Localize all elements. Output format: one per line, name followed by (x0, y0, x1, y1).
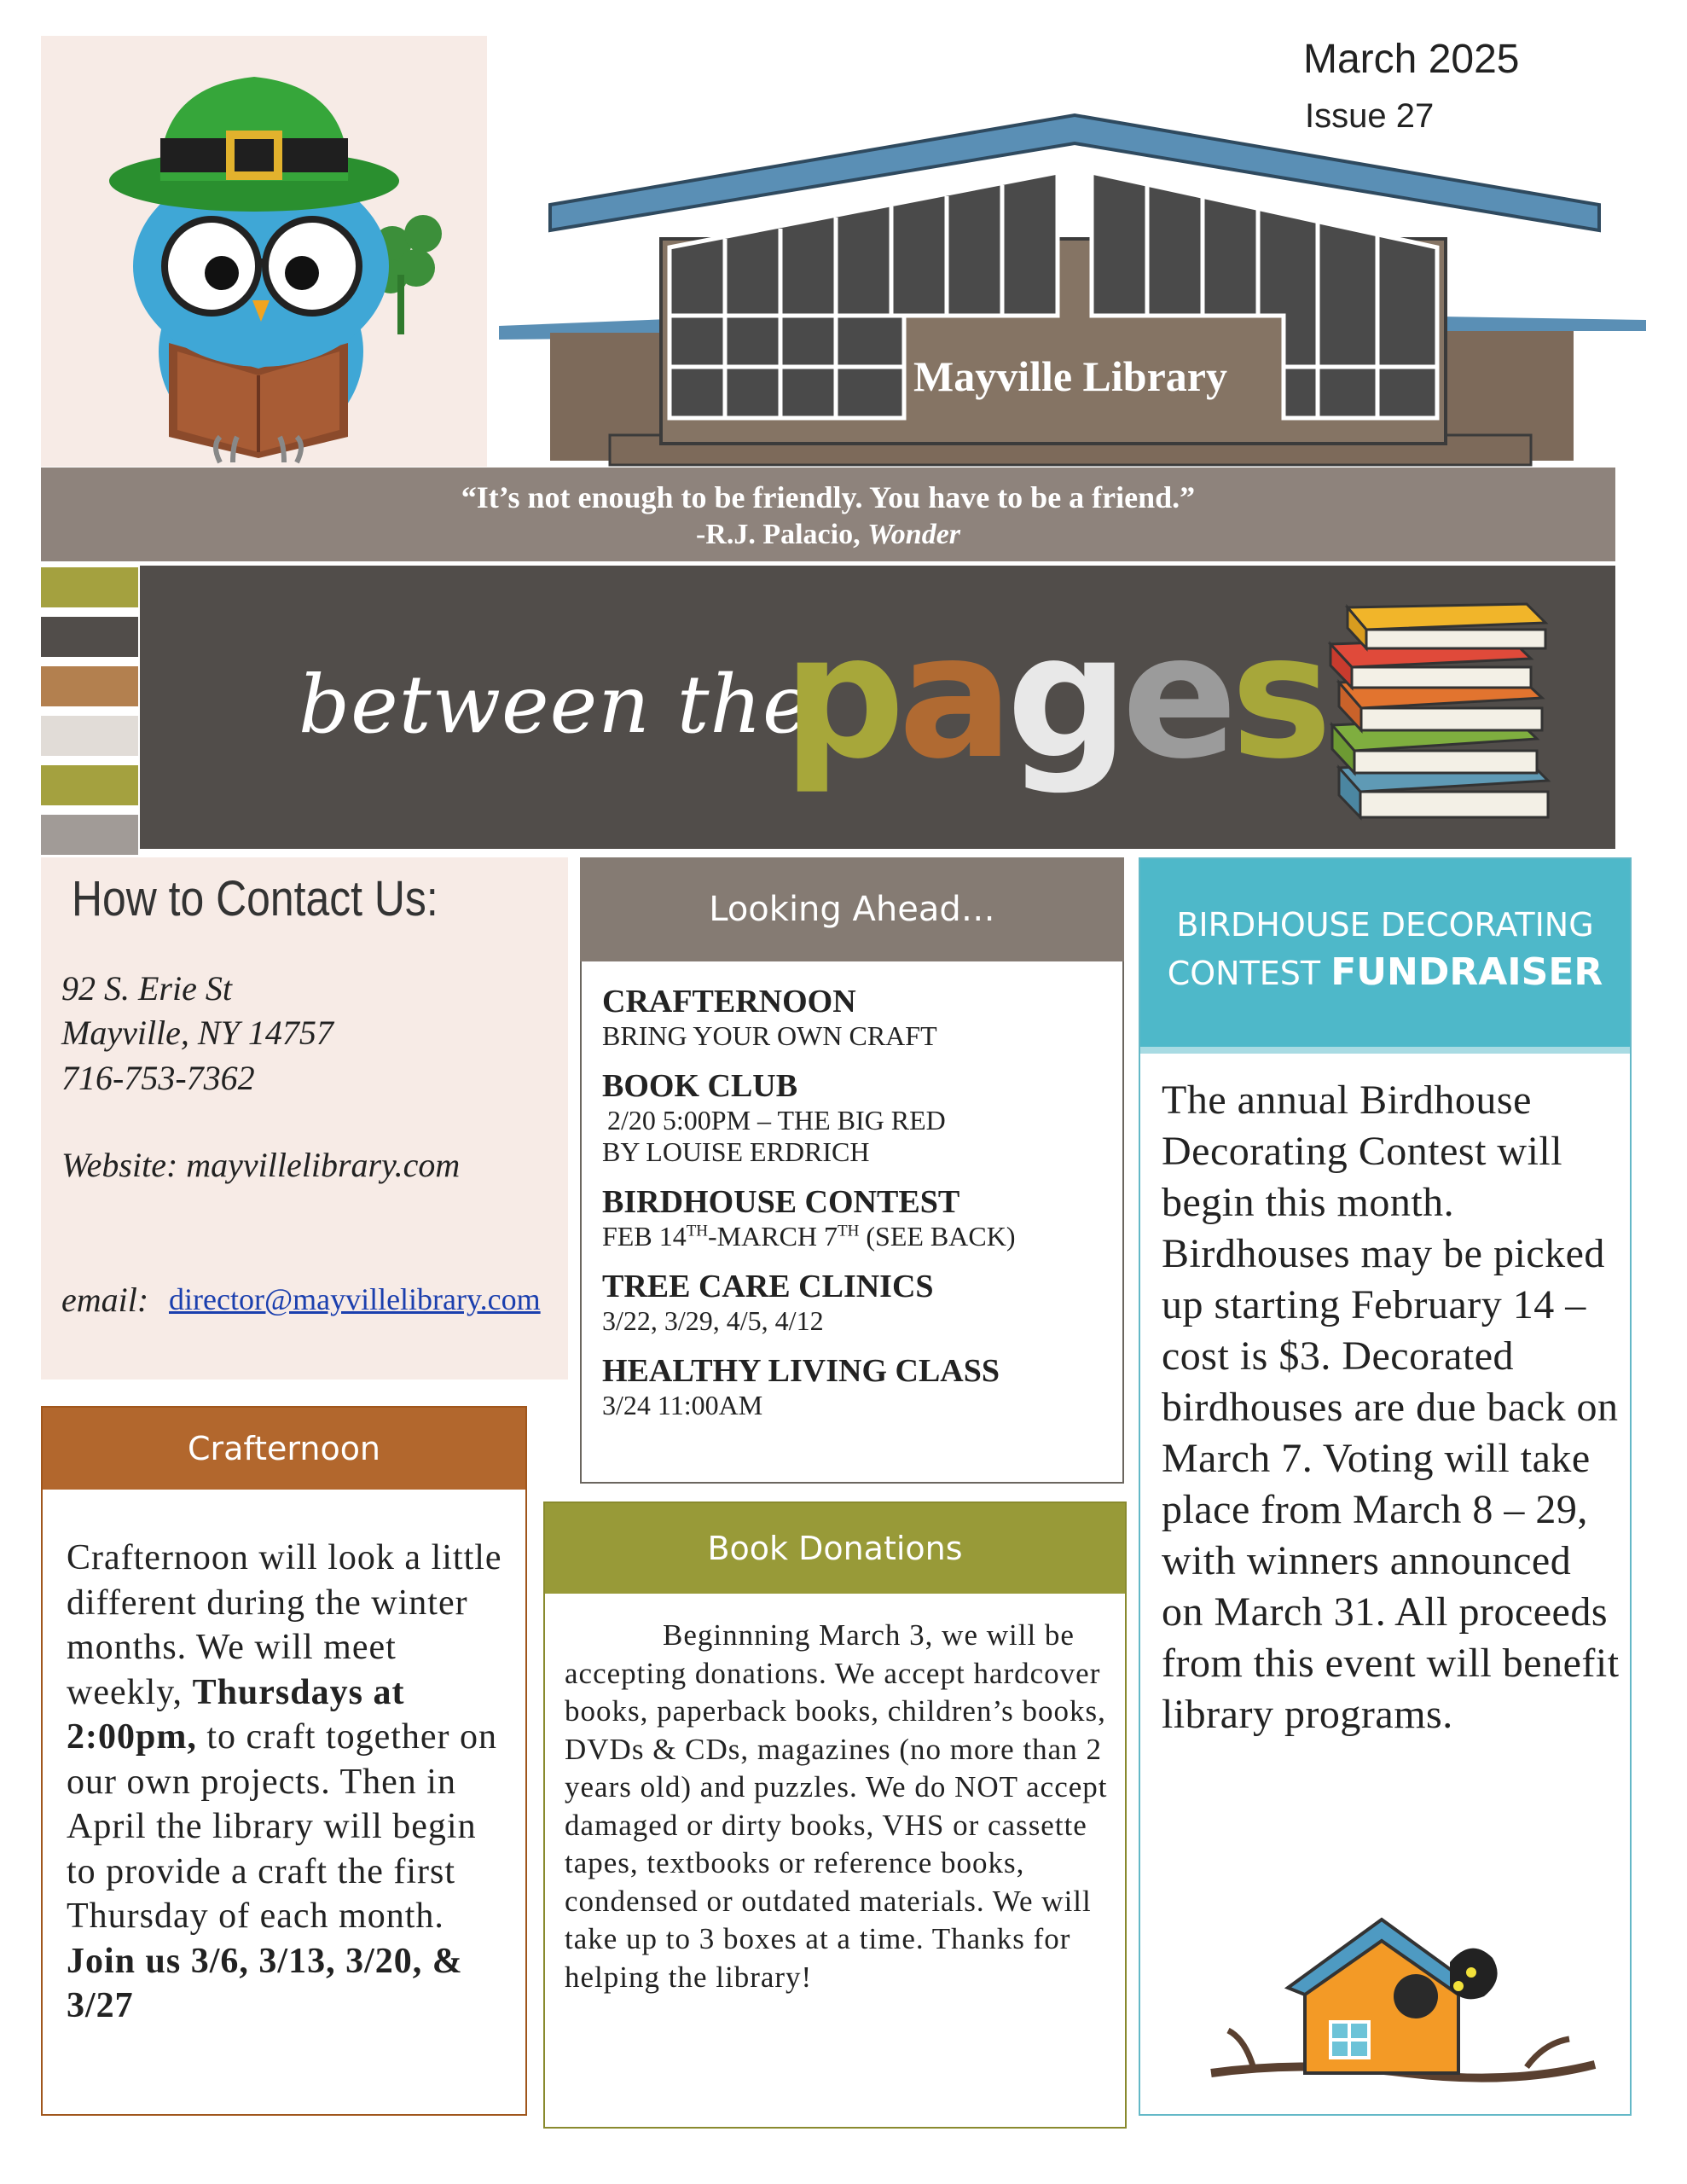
email-label: email: (61, 1281, 149, 1319)
color-stripe (41, 765, 138, 805)
crafternoon-text-part: to craft together on our own projects. Then in April the library will begin to provide a craft the first Thursday of each month. (67, 1717, 498, 1936)
events-list (602, 983, 1114, 1437)
address-line1: 92 S. Erie St (61, 969, 232, 1008)
banner-letter: e (1122, 598, 1231, 797)
event-title: BIRDHOUSE CONTEST (602, 1184, 960, 1220)
event-title: BOOK CLUB (602, 1068, 798, 1104)
event-title: HEALTHY LIVING CLASS (602, 1353, 1000, 1389)
event-detail: BRING YOUR OWN CRAFT (602, 1020, 937, 1051)
email-link[interactable]: director@mayvillelibrary.com (169, 1282, 541, 1316)
library-name: Mayville Library (913, 352, 1227, 400)
phone-number: 716-753-7362 (61, 1059, 255, 1097)
list-item (602, 1268, 1114, 1337)
color-stripe (41, 666, 138, 706)
list-item (602, 1067, 1114, 1168)
issue-date: March 2025 (1303, 37, 1520, 82)
looking-ahead-title: Looking Ahead… (580, 857, 1124, 961)
donations-title: Book Donations (545, 1503, 1125, 1594)
donations-text (565, 1617, 1110, 1996)
contact-title: How to Contact Us: (72, 871, 438, 926)
event-detail: BY LOUISE ERDRICH (602, 1136, 870, 1167)
owl-mascot-icon (41, 36, 487, 467)
library-building-icon (499, 102, 1650, 469)
color-stripe (41, 567, 138, 607)
banner-letter: a (898, 598, 1007, 797)
crafternoon-text (67, 1536, 510, 2029)
birdhouse-header (1140, 859, 1630, 1054)
birdhouse-title-line1: BIRDHOUSE DECORATING (1176, 906, 1594, 944)
event-detail (602, 1221, 1114, 1252)
event-title: TREE CARE CLINICS (602, 1269, 934, 1304)
color-stripe (41, 617, 138, 657)
crafternoon-time: Thursdays at 2:00pm, (67, 1672, 405, 1757)
birdhouse-text: The annual Birdhouse Decorating Contest will begin this month. Birdhouses may be picked up starting February 14 – cost is $3. Decorated birdhouses are due back on March 7. Voting will take place from March 8 – 29, with winners announced on March 31. All proceeds from this event will benefit library programs. (1162, 1077, 1620, 1737)
birdhouse-title-contest: CONTEST (1167, 955, 1331, 992)
quote-text: “It’s not enough to be friendly. You have to be a friend.” (461, 480, 1196, 514)
event-detail: 3/22, 3/29, 4/5, 4/12 (602, 1305, 824, 1336)
quote-bar (41, 468, 1615, 561)
issue-number: Issue 27 (1305, 97, 1435, 135)
color-stripe (41, 716, 138, 756)
crafternoon-text-part: Crafternoon will look a little different during the winter months. We will meet weekly, (67, 1538, 502, 1712)
list-item (602, 1352, 1114, 1421)
event-detail-part: FEB 14 (602, 1221, 687, 1252)
owl-illustration-panel (41, 36, 487, 467)
banner-letter: g (1006, 598, 1122, 797)
quote-author (41, 519, 1615, 551)
quote-author-name: -R.J. Palacio, (695, 519, 868, 550)
crafternoon-title: Crafternoon (43, 1408, 525, 1490)
color-stripe (41, 815, 138, 855)
event-detail-sup: TH (686, 1222, 709, 1240)
event-detail: 2/20 5:00PM – THE BIG RED (607, 1105, 946, 1136)
banner-title-between: between the (299, 659, 811, 752)
crafternoon-dates: Join us 3/6, 3/13, 3/20, & 3/27 (67, 1941, 463, 2025)
book-stack-icon (1322, 597, 1561, 828)
banner-letter: s (1230, 598, 1326, 797)
website-text: Website: mayvillelibrary.com (61, 1146, 461, 1184)
event-detail-sup: TH (838, 1222, 860, 1240)
birdhouse-title-fundraiser: FUNDRAISER (1330, 950, 1603, 994)
banner-letter: p (783, 598, 899, 797)
color-stripes (41, 567, 138, 849)
banner-title-pages (783, 598, 1326, 797)
birdhouse-title-line2 (1140, 950, 1630, 994)
birdhouse-icon (1203, 1902, 1603, 2107)
event-title: CRAFTERNOON (602, 984, 856, 1019)
list-item (602, 1183, 1114, 1252)
quote-work: Wonder (867, 519, 961, 550)
event-detail-part: -MARCH 7 (708, 1221, 838, 1252)
list-item (602, 983, 1114, 1052)
donations-body: Beginnning March 3, we will be accepting donations. We accept hardcover books, paperback books, children’s books, DVDs & CDs, magazines (no more than 2 years old) and puzzles. We do NOT accept damaged or dirty books, VHS or cassette tapes, textbooks or reference books, condensed or outdated materials. We will take up to 3 boxes at a time. Thanks for helping the library! (565, 1618, 1108, 1994)
event-detail: 3/24 11:00AM (602, 1390, 763, 1420)
event-detail-part: (SEE BACK) (859, 1221, 1016, 1252)
address-line2: Mayville, NY 14757 (61, 1014, 333, 1052)
